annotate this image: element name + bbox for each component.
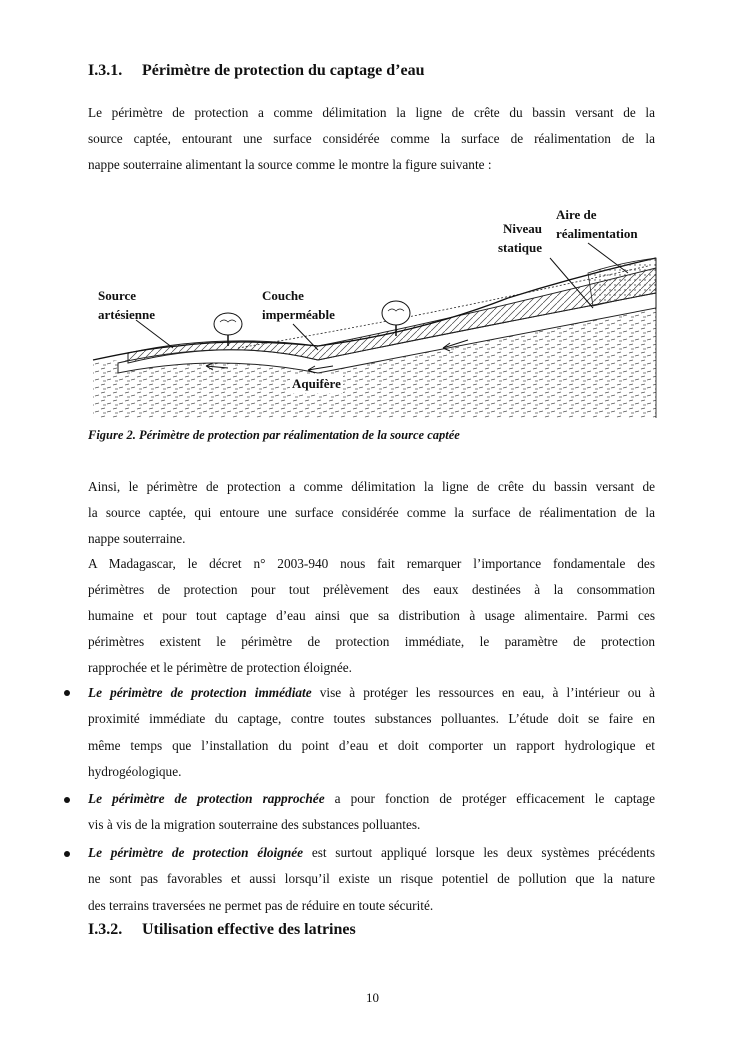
- bullet-term: Le périmètre de protection immédiate: [88, 685, 312, 700]
- intro-paragraph: [88, 100, 655, 177]
- section-title: Périmètre de protection du captage d’eau: [142, 62, 425, 79]
- bullet-term: Le périmètre de protection éloignée: [88, 845, 304, 860]
- text-line: des terrains traversées ne permet pas de réduire en toute sécurité.: [88, 897, 434, 913]
- label-aire-realimentation: Aire de réalimentation: [556, 207, 638, 241]
- section-number: I.3.1.: [88, 62, 123, 79]
- text-line: nappe souterraine.: [88, 530, 186, 546]
- section-heading-2: [88, 921, 356, 939]
- text-line: Le périmètre de protection a comme délimitation la ligne de crête du bassin versant de la: [88, 105, 655, 120]
- text-line: A Madagascar, le décret n° 2003-940 nous fait remarquer l’importance fondamentale des: [88, 556, 655, 572]
- text-line: périmètres de protection pour tout prélèvement des eaux destinées à la consommation: [88, 582, 655, 598]
- text-line: même temps que l’installation du point d’eau et doit comporter un rapport hydrologique et: [88, 737, 655, 753]
- label-aquifere: Aquifère: [292, 376, 341, 391]
- section-heading-1: [88, 62, 424, 80]
- text-line: rapprochée et le périmètre de protection éloignée.: [88, 659, 352, 675]
- label-source-artesienne: Source artésienne: [98, 288, 156, 322]
- text-line: hydrogéologique.: [88, 764, 182, 780]
- section-title: Utilisation effective des latrines: [142, 921, 356, 938]
- pointer-source: [136, 320, 173, 348]
- text-line: ne sont pas favorables et aussi lorsqu’il existe un risque potentiel de pollution que la nature: [88, 871, 655, 887]
- bullet-item-immediate: Le périmètre de protection immédiate vise à protéger les ressources en eau, à l’intérieur ou à proximité immédiate du captage, contre toutes substances polluantes. L’étude doit se faire en même temps que l’installation du point d’eau et doit comporter un rapport hydrologique et hydrogéologique.: [88, 680, 655, 786]
- body-paragraph: [88, 474, 655, 680]
- bullet-icon: [64, 851, 70, 857]
- text-line: humaine et pour tout captage d’eau ainsi que sa distribution à usage alimentaire. Parmi ces: [88, 607, 655, 623]
- bullet-icon: [64, 690, 70, 696]
- label-couche-impermeable: Couche imperméable: [262, 288, 335, 322]
- bullet-icon: [64, 797, 70, 803]
- bullet-term: Le périmètre de protection rapprochée: [88, 791, 325, 806]
- page-number: 10: [366, 990, 379, 1005]
- text-line: la source captée, qui entoure une surface considérée comme la surface de réalimentation de la: [88, 504, 655, 520]
- figure-caption: Figure 2. Périmètre de protection par réalimentation de la source captée: [88, 428, 460, 442]
- text-line: vis à vis de la migration souterraine des substances polluantes.: [88, 817, 421, 833]
- text-line: périmètres existent le périmètre de protection immédiate, le paramètre de protection: [88, 633, 655, 649]
- text-line: proximité immédiate du captage, contre toutes substances polluantes. L’étude doit se faire en: [88, 711, 655, 727]
- section-number: I.3.2.: [88, 921, 123, 938]
- label-niveau-statique: Niveau statique: [497, 221, 542, 255]
- hydrogeology-figure: [88, 198, 660, 420]
- text-line: Ainsi, le périmètre de protection a comme délimitation la ligne de crête du bassin versant de: [88, 479, 655, 494]
- text-line: source captée, entourant une surface considérée comme la surface de réalimentation de la: [88, 130, 655, 146]
- bullet-item-eloignee: Le périmètre de protection éloignée est surtout appliqué lorsque les deux systèmes précédents ne sont pas favorables et aussi lorsqu’il existe un risque potentiel de pollution que la nature des terrains traversées ne permet pas de réduire en toute sécurité.: [88, 840, 655, 919]
- text-line: nappe souterraine alimentant la source comme le montre la figure suivante :: [88, 156, 492, 172]
- bullet-item-rapprochee: Le périmètre de protection rapprochée a pour fonction de protéger efficacement le captage vis à vis de la migration souterraine des substances polluantes.: [88, 786, 655, 839]
